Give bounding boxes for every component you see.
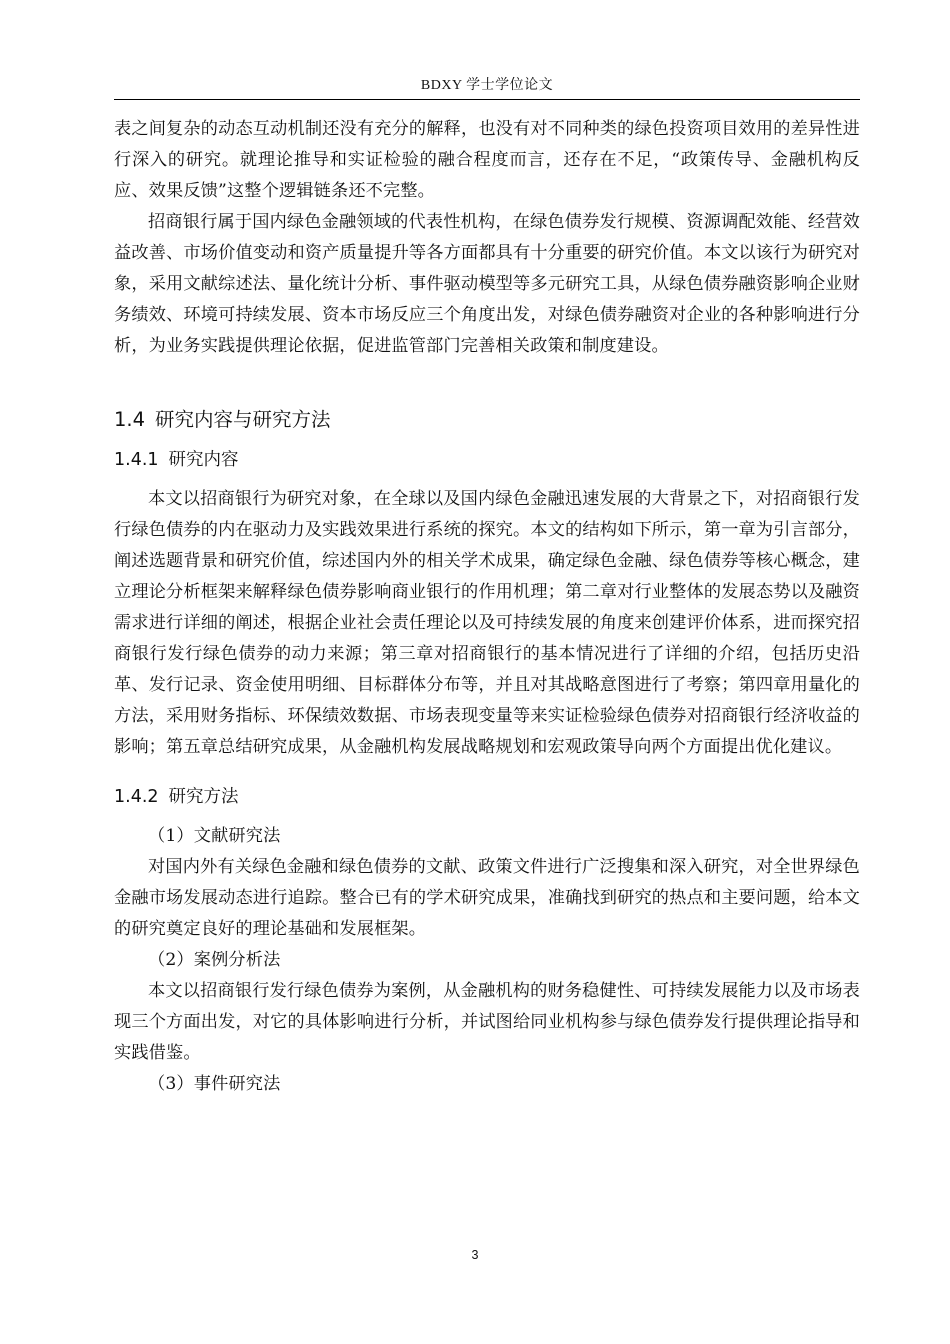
paragraph-research-content: 本文以招商银行为研究对象，在全球以及国内绿色金融迅速发展的大背景之下，对招商银行发行绿色债券的内在驱动力及实践效果进行系统的探究。本文的结构如下所示，第一章为引言部分，阐述选题背景和研究价值，综述国内外的相关学术成果，确定绿色金融、绿色债券等核心概念，建立理论分析框架来解释绿色债券影响商业银行的作用机理；第二章对行业整体的发展态势以及融资需求进行详细的阐述，根据企业社会责任理论以及可持续发展的角度来创建评价体系，进而探究招商银行发行绿色债券的动力来源；第三章对招商银行的基本情况进行了详细的介绍，包括历史沿革、发行记录、资金使用明细、目标群体分布等，并且对其战略意图进行了考察；第四章用量化的方法，采用财务指标、环保绩效数据、市场表现变量等来实证检验绿色债券对招商银行经济收益的影响；第五章总结研究成果，从金融机构发展战略规划和宏观政策导向两个方面提出优化建议。 bbox=[114, 489, 860, 757]
header-rule bbox=[114, 99, 860, 100]
subsection-number: 1.4.2 bbox=[114, 787, 159, 807]
method-body-literature: 对国内外有关绿色金融和绿色债券的文献、政策文件进行广泛搜集和深入研究，对全世界绿色金融市场发展动态进行追踪。整合已有的学术研究成果，准确找到研究的热点和主要问题，给本文的研究奠定良好的理论基础和发展框架。 bbox=[114, 857, 860, 939]
running-header: BDXY 学士学位论文 bbox=[420, 78, 554, 93]
paragraph-cmb-significance: 招商银行属于国内绿色金融领域的代表性机构，在绿色债券发行规模、资源调配效能、经营效益改善、市场价值变动和资产质量提升等各方面都具有十分重要的研究价值。本文以该行为研究对象，采用文献综述法、量化统计分析、事件驱动模型等多元研究工具，从绿色债券融资影响企业财务绩效、环境可持续发展、资本市场反应三个角度出发，对绿色债券融资对企业的各种影响进行分析，为业务实践提供理论依据，促进监管部门完善相关政策和制度建设。 bbox=[114, 212, 860, 356]
subsection-number: 1.4.1 bbox=[114, 450, 159, 470]
subsection-title: 研究方法 bbox=[168, 787, 239, 807]
section-title: 研究内容与研究方法 bbox=[155, 408, 331, 431]
subsection-heading-1-4-1 bbox=[114, 446, 860, 474]
page-body bbox=[114, 114, 860, 1100]
section-number: 1.4 bbox=[114, 408, 146, 431]
method-body-case-study: 本文以招商银行发行绿色债券为案例，从金融机构的财务稳健性、可持续发展能力以及市场表现三个方面出发，对它的具体影响进行分析，并试图给同业机构参与绿色债券发行提供理论指导和实践借鉴。 bbox=[114, 981, 860, 1063]
method-label-case-study: （2）案例分析法 bbox=[148, 950, 281, 970]
subsection-title: 研究内容 bbox=[168, 450, 239, 470]
paragraph-continued: 表之间复杂的动态互动机制还没有充分的解释，也没有对不同种类的绿色投资项目效用的差异性进行深入的研究。就理论推导和实证检验的融合程度而言，还存在不足，“政策传导、金融机构反应、效果反馈”这整个逻辑链条还不完整。 bbox=[114, 119, 860, 201]
method-label-literature: （1）文献研究法 bbox=[148, 826, 281, 846]
method-label-event-study: （3）事件研究法 bbox=[148, 1074, 281, 1094]
page-number: 3 bbox=[471, 1248, 479, 1262]
subsection-heading-1-4-2 bbox=[114, 783, 860, 811]
section-heading-1-4 bbox=[114, 406, 860, 434]
